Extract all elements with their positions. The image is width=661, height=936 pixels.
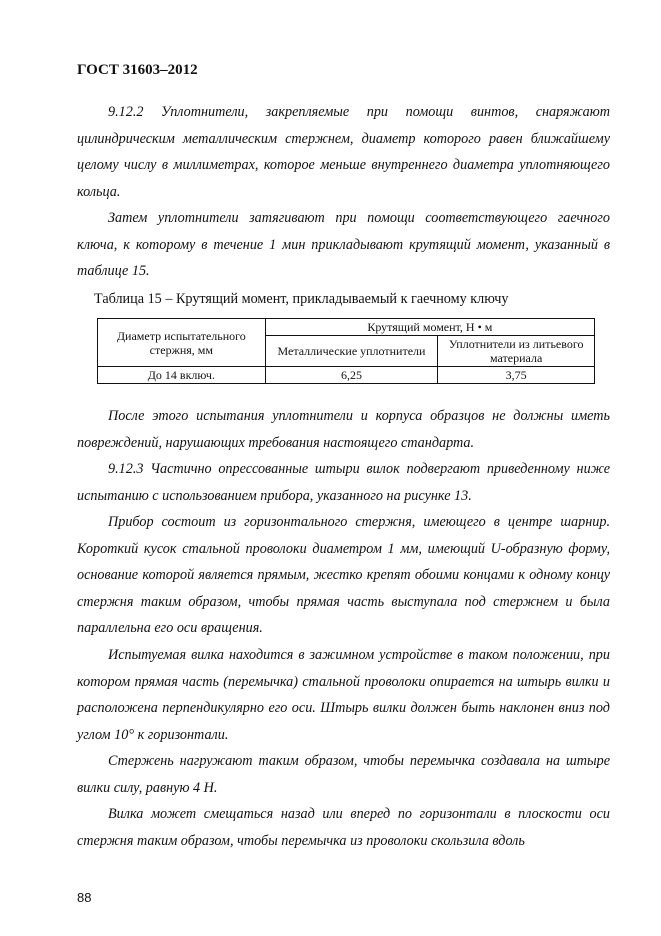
cell-cast: 3,75 [438, 367, 595, 384]
header-metal-seals: Металлические уплотнители [265, 336, 438, 367]
paragraph-9-12-3: 9.12.3 Частично опрессованные штыри вилок подвергают приведенному ниже испытанию с использованием прибора, указанного на рисунке 13. [77, 461, 610, 504]
page-number: 88 [77, 890, 92, 905]
table-caption: Таблица 15 – Крутящий момент, прикладываемый к гаечному ключу [94, 291, 509, 307]
paragraph-load: Стержень нагружают таким образом, чтобы перемычка создавала на штыре вилки силу, равную 4 Н. [77, 753, 610, 796]
header-diameter: Диаметр испытательного стержня, мм [98, 319, 266, 367]
cell-metal: 6,25 [265, 367, 438, 384]
paragraph-device: Прибор состоит из горизонтального стержня, имеющего в центре шарнир. Короткий кусок стальной проволоки диаметром 1 мм, имеющий U-образную форму, основание которой является прямым, жестко крепят обоими концами к одному концу стержня таким образом, чтобы прямая часть выступала под стержнем и была параллельна его оси вращения. [77, 514, 610, 636]
torque-table [97, 318, 595, 384]
paragraph-tightening: Затем уплотнители затягивают при помощи соответствующего гаечного ключа, к которому в течение 1 мин прикладывают крутящий момент, указанный в таблице 15. [77, 210, 610, 279]
header-cast-seals: Уплотнители из литьевого материала [438, 336, 595, 367]
paragraph-after-test: После этого испытания уплотнители и корпуса образцов не должны иметь повреждений, нарушающих требования настоящего стандарта. [77, 408, 610, 451]
paragraph-movement: Вилка может смещаться назад или вперед по горизонтали в плоскости оси стержня таким образом, чтобы перемычка из проволоки скользила вдоль [77, 806, 610, 849]
table-row [98, 367, 595, 384]
document-header: ГОСТ 31603–2012 [77, 62, 198, 78]
cell-diameter: До 14 включ. [98, 367, 266, 384]
paragraph-9-12-2: 9.12.2 Уплотнители, закрепляемые при помощи винтов, снаряжают цилиндрическим металлическим стержнем, диаметр которого равен ближайшему целому числу в миллиметрах, которое меньше внутреннего диаметра уплотняющего кольца. [77, 104, 610, 200]
header-torque: Крутящий момент, Н • м [265, 319, 594, 336]
paragraph-plug-position: Испытуемая вилка находится в зажимном устройстве в таком положении, при котором прямая часть (перемычка) стальной проволоки опирается на штырь вилки и расположена перпендикулярно его оси. Штырь вилки должен быть наклонен вниз под углом 10° к горизонтали. [77, 647, 610, 743]
